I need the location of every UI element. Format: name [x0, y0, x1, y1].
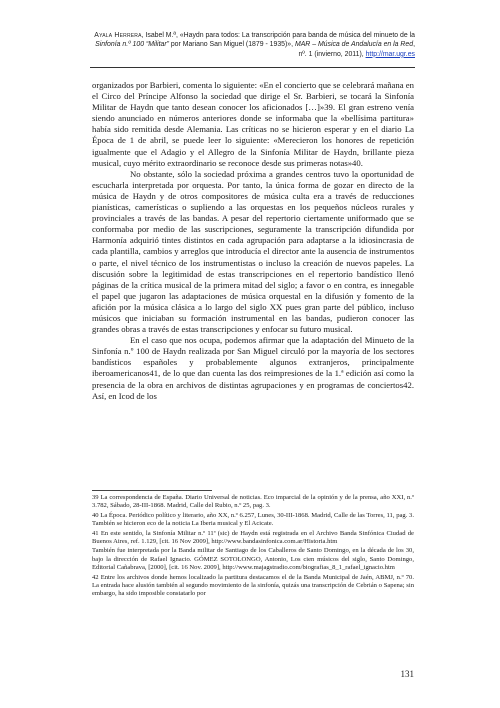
paragraph-2: No obstante, sólo la sociedad próxima a grandes centros tuvo la oportunidad de escucharla interpretada por orquesta. Por tanto, la única forma de gozar en directo de la música de Haydn y de otros compositores de música culta era a través de reducciones pianísticas, camerísticas o supliendo a las orquestas en los pequeños núcleos rurales y provinciales a través de las bandas. A pesar del repertorio ciertamente uniformado que se conformaba por medio de las suscripciones, seguramente la transcripción difundida por Harmonía adquirió tintes distintos en cada agrupación para adaptarse a la idiosincrasia de cada plantilla, cambios y arreglos que introducía el director ante la ausencia de instrumentos o parte, el nivel técnico de los instrumentistas o incluso la creación de nuevos papeles. La discusión sobre la legitimidad de estas transcripciones en el repertorio bandístico llenó páginas de la crítica musical de la primera mitad del siglo; a favor o en contra, es innegable el papel que jugaron las adaptaciones de música orquestal en la difusión y fomento de la afición por la música clásica a lo largo del siglo XX pues gran parte del público, incluso músicos que iniciaban su formación instrumental en las bandas, pudieron conocer las grandes obras a través de estas transcripciones y enfocar su futuro musical.: [92, 168, 414, 335]
header-after-title: por Mariano San Miguel (1879 - 1935)»,: [168, 41, 295, 49]
header-work-title: Sinfonía n.º 100 “Militar”: [95, 41, 169, 49]
header-url-link[interactable]: http://mar.ugr.es: [365, 50, 415, 58]
header-journal: MAR – Música de Andalucía en la Red: [294, 41, 414, 49]
header-divider: [90, 67, 415, 68]
header-issue: , nº. 1 (invierno, 2011),: [298, 41, 415, 58]
footnote-39: 39 La correspondencia de España. Diario Universal de noticias. Eco imparcial de la opinión y de la prensa, año XXI, n.º 3.782, Sábado, 28-III-1868. Madrid, Calle del Rubio, n.º 25, pag. 3.: [92, 494, 414, 510]
footnote-41-continued: También fue interpretada por la Banda militar de Santiago de los Caballeros de Santo Domingo, en la década de los 30, bajo la dirección de Rafael Ignacio. GÓMEZ SOTOLONGO, Antonio, Los cien músicos del siglo, Santo Domingo, Editorial Cañabrava, [2000], [cit. 16 Nov. 2009], http://www.majagstradio.com/biografias_8_1_rafael_ignacio.htm: [92, 547, 414, 572]
header-author-rest: , Isabel M.ª, «Haydn para todos: La transcripción para banda de música del minueto de la: [141, 32, 415, 39]
page-number: 131: [400, 669, 414, 679]
footnote-divider: [92, 490, 212, 491]
paragraph-1: organizados por Barbieri, comenta lo siguiente: «En el concierto que se celebrará mañana en el Circo del Príncipe Alfonso la sociedad que dirige el Sr. Barbieri, se tocará la Sinfonía Militar de Haydn que tanto desean conocer los aficionados […]»39. El gran estreno venía siendo anunciado en números anteriores donde se informaba que la «bellísima partitura» había sido remitida desde Alemania. Las críticas no se hicieron esperar y en el diario La Época de 1 de abril, se puede leer lo siguiente: «Merecieron los honores de repetición igualmente que el Adagio y el Allegro de la Sinfonía Militar de Haydn, brillante pieza musical, cuyo mérito extraordinario se reconoce desde sus primeras notas»40.: [92, 80, 414, 168]
paragraph-3: En el caso que nos ocupa, podemos afirmar que la adaptación del Minueto de la Sinfonía n.º 100 de Haydn realizada por San Miguel circuló por la mayoría de los sectores bandísticos españoles y probablemente algunos extranjeros, principalmente iberoamericanos41, de lo que dan cuenta las dos reimpresiones de la 1.ª edición así como la presencia de la obra en archivos de distintas agrupaciones y en programas de conciertos42. Así, en Icod de los: [92, 335, 414, 401]
footnote-41: 41 En este sentido, la Sinfonía Militar n.º 11ª (sic) de Haydn está registrada en el Archivo Banda Sinfónica Ciudad de Buenos Aires, ref. 1.129, [cit. 16 Nov 2009], http://www.bandasinfonica.com.ar/Historia.htm: [92, 529, 414, 546]
footnote-42: 42 Entre los archivos donde hemos localizado la partitura destacamos el de la Banda Municipal de Jaén, ABMJ, n.º 70. La entrada hace alusión también al segundo movimiento de la sinfonía, quizás una transcripción de Cebrián o Sapena; sin embargo, ha sido imposible constatarlo por: [92, 573, 414, 598]
header-author: Ayala Herrera: [94, 32, 142, 39]
running-header: [90, 31, 415, 59]
footnote-40: 40 La Época. Periódico político y literario, año XX, n.º 6.257, Lunes, 30-III-1868. Madrid, Calle de las Torres, 11, pag. 3. También se hicieron eco de la noticia La Iberia musical y El Acicate.: [92, 511, 414, 528]
footnotes: [92, 494, 414, 600]
main-text: [92, 80, 414, 402]
